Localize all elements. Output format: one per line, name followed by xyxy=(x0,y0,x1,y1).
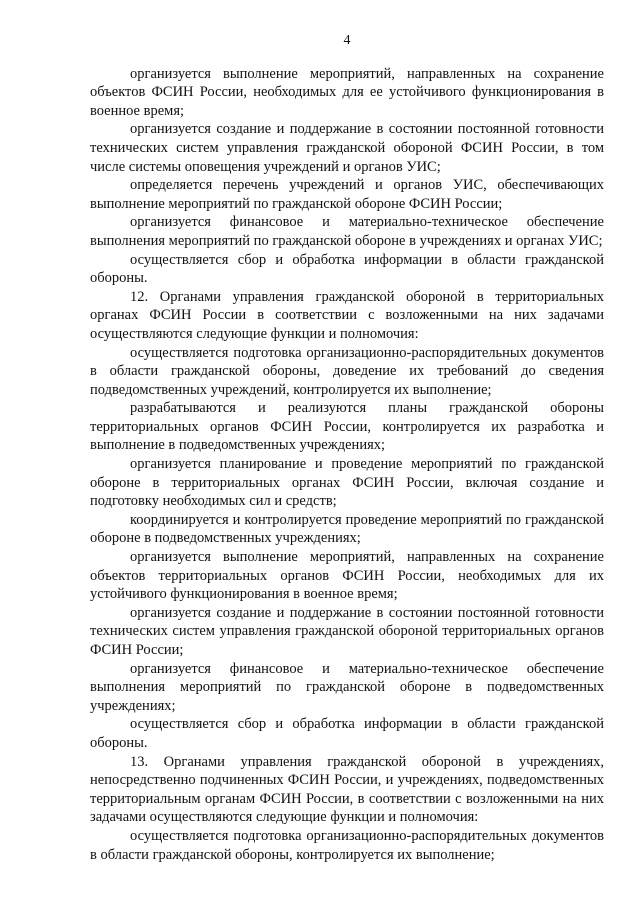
paragraph: организуется планирование и проведение мероприятий по гражданской обороне в территориальных органах ФСИН России, включая создание и подготовку необходимых сил и средств; xyxy=(90,456,604,510)
paragraph: осуществляется подготовка организационно-распорядительных документов в области гражданской обороны, доведение их требований до сведения подведомственных учреждений, контролируется их выполнение; xyxy=(90,344,604,398)
paragraph: организуется создание и поддержание в состоянии постоянной готовности технических систем управления гражданской обороной ФСИН России, в том числе системы оповещения учреждений и органов УИС; xyxy=(90,121,604,175)
paragraph: осуществляется сбор и обработка информации в области гражданской обороны. xyxy=(90,716,604,751)
paragraph: осуществляется сбор и обработка информации в области гражданской обороны. xyxy=(90,251,604,287)
paragraph: организуется выполнение мероприятий, направленных на сохранение объектов ФСИН России, необходимых для ее устойчивого функционирования в военное время; xyxy=(90,65,604,119)
paragraph: определяется перечень учреждений и органов УИС, обеспечивающих выполнение мероприятий по гражданской обороне ФСИН России; xyxy=(90,177,604,212)
paragraph: организуется выполнение мероприятий, направленных на сохранение объектов территориальных органов ФСИН России, необходимых для их устойчивого функционирования в военное время; xyxy=(90,549,604,603)
paragraph: координируется и контролируется проведение мероприятий по гражданской обороне в подведомственных учреждениях; xyxy=(90,511,604,547)
section-13-heading: 13. Органами управления гражданской обороной в учреждениях, непосредственно подчиненных ФСИН России, и учреждениях, подведомственных территориальным органам ФСИН России, в соответствии с возложенными на них задачами осуществляются следующие функции и полномочия: xyxy=(90,753,604,826)
page-number: 4 xyxy=(343,33,351,48)
paragraph: разрабатываются и реализуются планы гражданской обороны территориальных органов ФСИН России, контролируется их разработка и выполнение в подведомственных учреждениях; xyxy=(90,400,604,454)
paragraph: организуется финансовое и материально-техническое обеспечение выполнения мероприятий по гражданской обороне в подведомственных учреждениях; xyxy=(90,660,604,714)
section-12-heading: 12. Органами управления гражданской обороной в территориальных органах ФСИН России в соответствии с возложенными на них задачами осуществляются следующие функции и полномочия: xyxy=(90,288,604,342)
document-body xyxy=(90,65,604,865)
paragraph: организуется создание и поддержание в состоянии постоянной готовности технических систем управления гражданской обороной территориальных органов ФСИН России; xyxy=(90,604,604,658)
paragraph: организуется финансовое и материально-техническое обеспечение выполнения мероприятий по гражданской обороне в учреждениях и органах УИС; xyxy=(90,214,604,249)
paragraph: осуществляется подготовка организационно-распорядительных документов в области гражданской обороны, контролируется их выполнение; xyxy=(90,827,604,863)
